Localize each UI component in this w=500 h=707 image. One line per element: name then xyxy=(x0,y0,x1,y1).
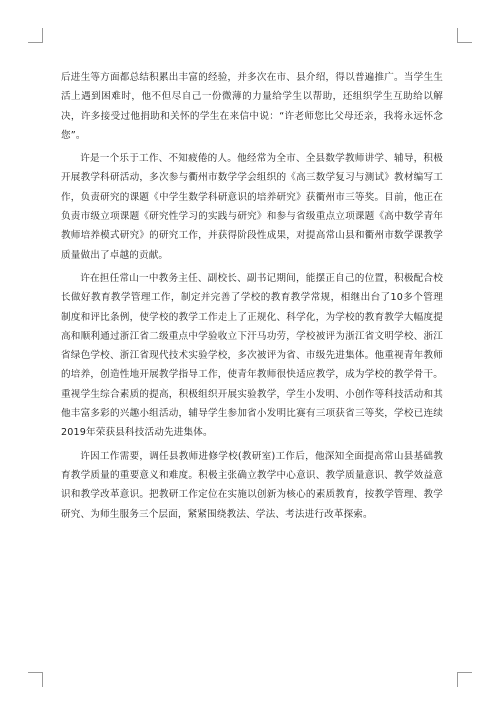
crop-mark-bottom-left xyxy=(28,672,43,687)
paragraph-teacher-training: 许因工作需要，调任县教师进修学校(教研室)工作后，他深知全面提高常山县基础教育教学质量的重要意义和难度。积极主张确立教学中心意识、教学质量意识、教学效益意识和教学改革意识。把教研工作定位在实施以创新为核心的素质教育，按教学管理、教学研究、为师生服务三个层面，紧紧围绕教法、学法、考法进行改革探索。 xyxy=(61,450,443,520)
paragraph-research: 许是一个乐于工作、不知疲倦的人。他经常为全市、全县数学教师讲学、辅导，积极开展教学科研活动，多次参与衢州市数学学会组织的《高三数学复习与测试》教材编写工作，负责研究的课题《中学生数学科研意识的培养研究》获衢州市三等奖。目前，他正在负责市级立项课题《研究性学习的实践与研究》和参与省级重点立项课题《高中数学青年教师培养模式研究》的研究工作，并获得阶段性成果，对提高常山县和衢州市数学课教学质量做出了卓越的贡献。 xyxy=(61,153,443,261)
paragraph-continuation: 后进生等方面都总结积累出丰富的经验，并多次在市、县介绍，得以普遍推广。当学生生活上遇到困难时，他不但尽自己一份微薄的力量给学生以帮助，还组织学生互助给以解决，许多接受过他捐助和关怀的学生在来信中说：“许老师您比父母还亲，我将永远怀念您”。 xyxy=(61,72,443,141)
paragraph-management: 许在担任常山一中教务主任、副校长、副书记期间，能摆正自己的位置，积极配合校长做好教育教学管理工作，制定并完善了学校的教育教学常规，相继出台了10多个管理制度和评比条例，使学校的教学工作走上了正规化、科学化，为学校的教育教学大幅度提高和顺利通过浙江省二级重点中学验收立下汗马功劳，学校被评为浙江省文明学校、浙江省绿色学校、浙江省现代技术实验学校，多次被评为省、市级先进集体。他重视青年教师的培养，创造性地开展教学指导工作，使青年教师很快适应教学，成为学校的教学骨干。重视学生综合素质的提高，积极组织开展实验教学，学生小发明、小创作等科技活动和其他丰富多彩的兴趣小组活动，辅导学生参加省小发明比赛有三项获省三等奖，学校已连续2019年荣获县科技活动先进集体。 xyxy=(61,272,443,439)
document-body xyxy=(61,68,443,528)
crop-mark-top-left xyxy=(28,28,43,43)
crop-mark-top-right xyxy=(457,28,472,43)
crop-mark-bottom-right xyxy=(457,672,472,687)
